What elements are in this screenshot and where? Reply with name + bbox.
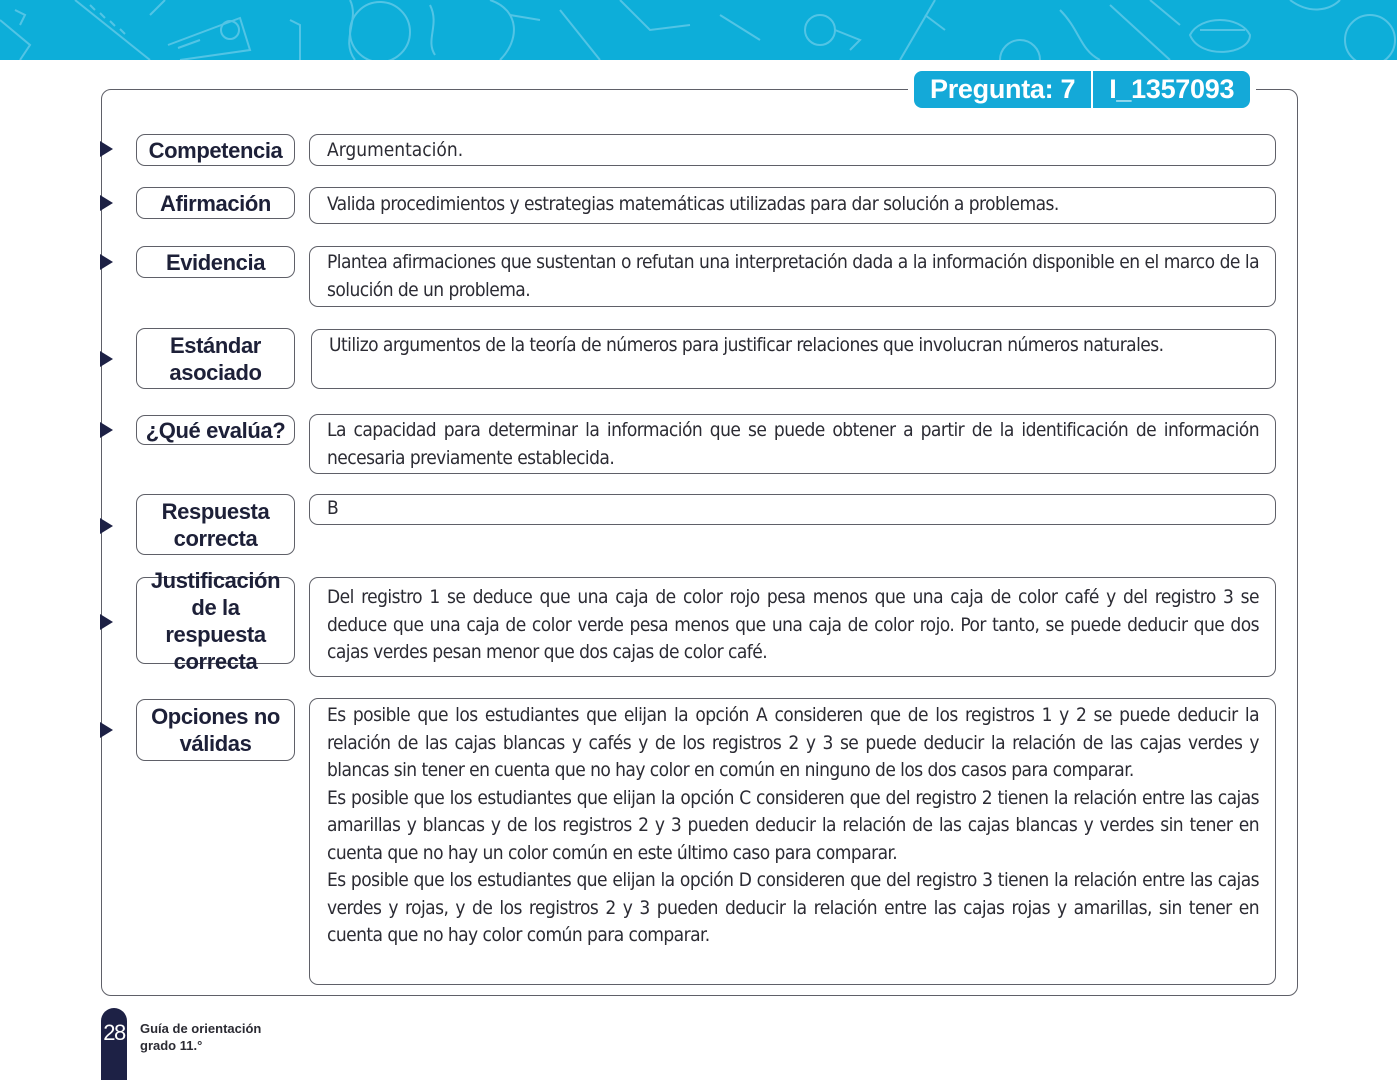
item-code: I_1357093 [1109, 74, 1235, 104]
label-que-evalua: ¿Qué evalúa? [136, 415, 295, 445]
content-estandar-asociado [311, 329, 1276, 389]
correct-answer: B [327, 497, 339, 519]
header-banner [0, 0, 1397, 60]
content-text: Utilizo argumentos de la teoría de números para justificar relaciones que involucran números naturales. [329, 334, 1164, 356]
bullet-arrow-icon [100, 351, 113, 367]
bullet-arrow-icon [100, 518, 113, 534]
content-evidencia [309, 246, 1276, 307]
content-justificacion [309, 577, 1276, 677]
footer-guide-title [140, 1020, 261, 1054]
label-competencia: Competencia [136, 134, 295, 166]
content-opciones-no-validas [309, 698, 1276, 985]
distractor-option-c: Es posible que los estudiantes que elijan la opción C consideren que del registro 2 tienen la relación entre las cajas amarillas y blancas y de los registros 2 y 3 pueden deducir la relación de las cajas blancas y verdes sin tener en cuenta que no hay un color común en este último caso para comparar. [327, 786, 1259, 864]
content-text: La capacidad para determinar la información que se puede obtener a partir de la identificación de información necesaria previamente establecida. [327, 419, 1259, 469]
question-badge [914, 71, 1250, 108]
school-doodle-pattern-icon [0, 0, 1397, 60]
label-respuesta-correcta: Respuesta correcta [136, 494, 295, 555]
page-number-tab [101, 1008, 127, 1080]
label-justificacion: Justificación de la respuesta correcta [136, 577, 295, 664]
content-respuesta-correcta [309, 494, 1276, 525]
guide-title-line1: Guía de orientación [140, 1021, 262, 1036]
content-text: Plantea afirmaciones que sustentan o refutan una interpretación dada a la información disponible en el marco de la solución de un problema. [327, 251, 1259, 301]
label-afirmacion: Afirmación [136, 187, 295, 219]
content-competencia [309, 134, 1276, 166]
bullet-arrow-icon [100, 141, 113, 157]
page-number: 28 [103, 1020, 125, 1045]
bullet-arrow-icon [100, 422, 113, 438]
content-text: Argumentación. [327, 139, 464, 161]
content-text: Del registro 1 se deduce que una caja de color rojo pesa menos que una caja de color café y del registro 3 se deduce que una caja de color verde pesa menos que una caja de color rojo. Por tanto, se puede deducir que dos cajas verdes pesan menor que dos cajas de color café. [327, 586, 1259, 663]
bullet-arrow-icon [100, 722, 113, 738]
bullet-arrow-icon [100, 195, 113, 211]
content-que-evalua [309, 414, 1276, 474]
bullet-arrow-icon [100, 254, 113, 270]
label-estandar-asociado: Estándar asociado [136, 328, 295, 389]
distractor-option-d: Es posible que los estudiantes que elijan la opción D consideren que del registro 3 tienen la relación entre las cajas verdes y rojas, y de los registros 2 y 3 pueden deducir la relación entre las cajas rojas y amarillas, sin tener en cuenta que no hay color común para comparar. [327, 869, 1259, 946]
bullet-arrow-icon [100, 614, 113, 630]
distractor-option-a: Es posible que los estudiantes que elijan la opción A consideren que de los registros 1 y 2 se puede deducir la relación de las cajas blancas y cafés y de los registros 2 y 3 se puede deducir la relación de las cajas verdes y blancas sin tener en cuenta que no hay color en común en ninguno de los dos casos para comparar. [327, 704, 1259, 781]
content-text: Valida procedimientos y estrategias matemáticas utilizadas para dar solución a problemas. [327, 193, 1059, 215]
question-number: Pregunta: 7 [930, 74, 1076, 104]
label-evidencia: Evidencia [136, 246, 295, 278]
label-opciones-no-validas: Opciones no válidas [136, 699, 295, 761]
guide-title-line2: grado 11.° [140, 1038, 203, 1053]
content-afirmacion [309, 187, 1276, 224]
